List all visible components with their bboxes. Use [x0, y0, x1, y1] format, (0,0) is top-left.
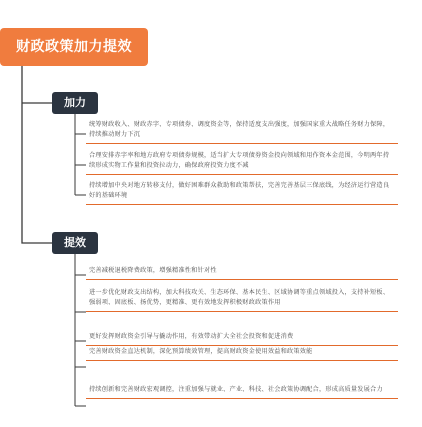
leaf-item[interactable]: 持续增加中央对地方转移支付，做好困难群众救助和政策帮扶，完善完善基层三保底线，为经济运行营造良好的基础环境 — [86, 179, 398, 205]
leaf-item[interactable]: 持续创新和完善财政宏观调控，注重加强与就业、产业、科技、社会政策协调配合，形成高质量发展合力 — [86, 383, 398, 399]
leaf-item[interactable]: 完善减税退税降费政策，增强精准性和针对性 — [86, 264, 398, 280]
leaf-item[interactable]: 进一步优化财政支出结构，加大科技攻关、生态环保、基本民生、区域协调等重点领域投入，支持补短板、强弱项、固底板、扬优势，更精准、更有效地发挥积极财政政策作用 — [86, 286, 398, 312]
connector-branch-2-items — [75, 254, 86, 406]
connector-branch-1-items — [75, 114, 86, 195]
leaf-item[interactable]: 合理安排赤字率和地方政府专项债券规模，适当扩大专项债券资金投向领域和用作资本金范围，今明两年持续形成实物工作量和投资拉动力，确保政府投资力度不减 — [86, 149, 398, 175]
leaf-item[interactable]: 更好发挥财政资金引导与撬动作用，有效带动扩大全社会投资和促进消费 — [86, 330, 398, 346]
branch-node-tixiao[interactable]: 提效 — [52, 232, 98, 254]
leaf-item[interactable]: 完善财政资金直达机制，深化预算绩效管理，提高财政资金使用效益和政策效能 — [86, 345, 398, 361]
branch-node-jiali[interactable]: 加力 — [52, 92, 98, 114]
connector-root-to-branches — [22, 66, 52, 243]
leaf-item[interactable]: 统筹财政收入、财政赤字、专项债券、调度资金等，保持适度支出强度，加强国家重大战略任务财力保障，持续推动财力下沉 — [86, 118, 398, 144]
root-node[interactable]: 财政政策加力提效 — [0, 28, 148, 66]
